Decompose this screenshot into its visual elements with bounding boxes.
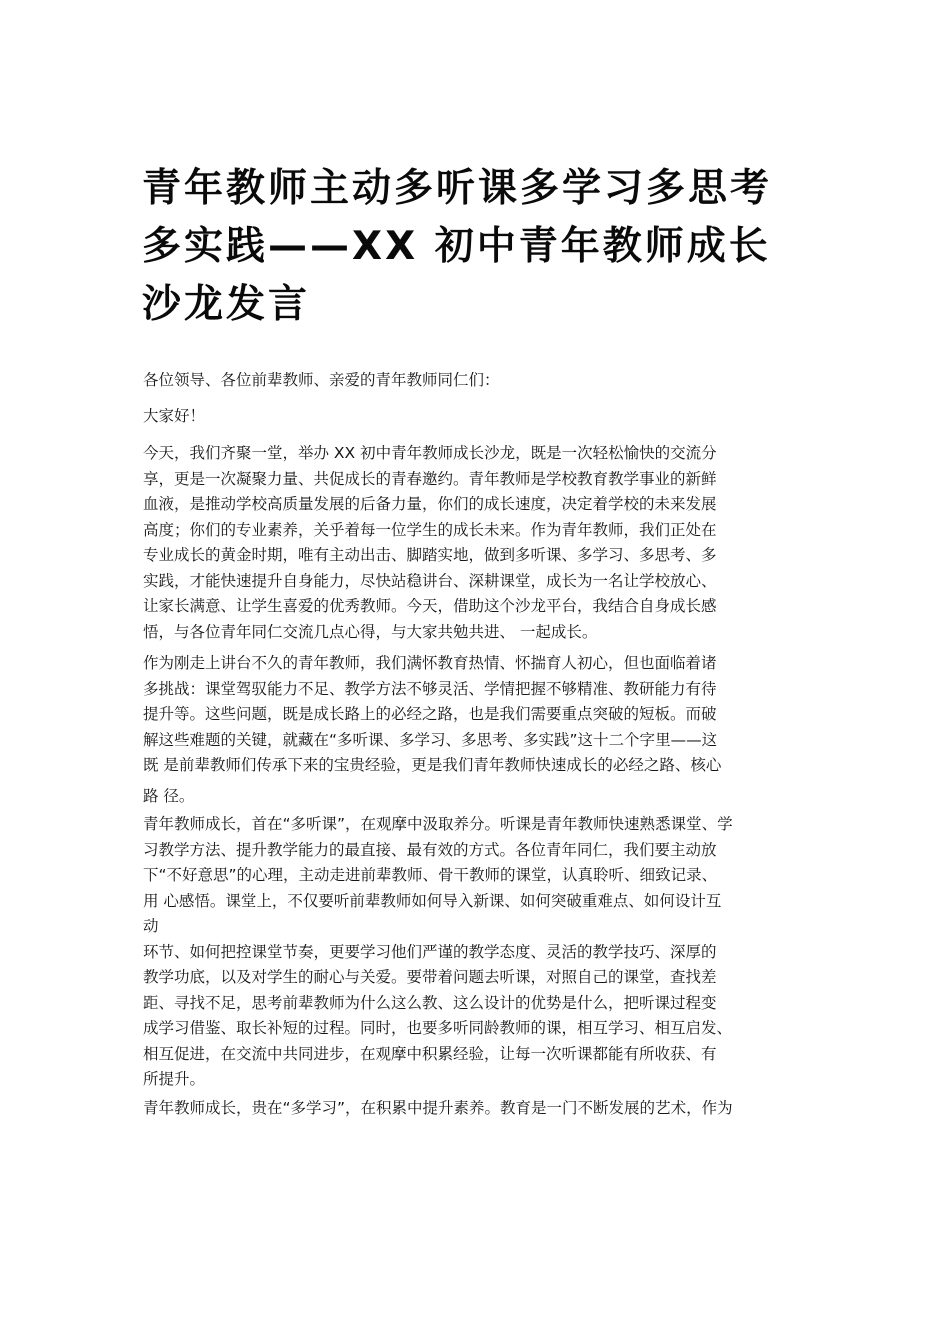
paragraph-line: 路 径。 (143, 786, 195, 805)
salutation (143, 368, 823, 394)
salutation-text: 各位领导、各位前辈教师、亲爱的青年教师同仁们： (143, 371, 500, 389)
paragraph-line: 血液，是推动学校高质量发展的后备力量，你们的成长速度，决定着学校的未来发展 (143, 495, 717, 513)
paragraph-line: 享，更是一次凝聚力量、共促成长的青春邀约。青年教师是学校教育教学事业的新鲜 (143, 469, 717, 488)
paragraph-line: 青年教师成长，首在“多听课”，在观摩中汲取养分。听课是青年教师快速熟悉课堂、学 (143, 815, 733, 833)
paragraph-line: 成学习借鉴、取长补短的过程。同时，也要多听同龄教师的课，相互学习、相互启发、 (143, 1019, 733, 1037)
paragraph-line: 作为刚走上讲台不久的青年教师，我们满怀教育热情、怀揣育人初心，但也面临着诸 (143, 654, 717, 672)
paragraph-line: 距、寻找不足，思考前辈教师为什么这么教、这么设计的优势是什么，把听课过程变 (143, 993, 717, 1012)
paragraph-line: 让家长满意、让学生喜爱的优秀教师。今天，借助这个沙龙平台，我结合自身成长感 (143, 597, 717, 615)
document-title (142, 160, 842, 334)
greeting (143, 404, 823, 430)
paragraph-line: 多挑战：课堂驾驭能力不足、教学方法不够灵活、学情把握不够精准、教研能力有待 (143, 679, 717, 698)
paragraph-line: 下“不好意思”的心理，主动走进前辈教师、骨干教师的课堂，认真聆听、细致记录、 (143, 866, 718, 884)
paragraph-opening (143, 441, 823, 645)
paragraph-line: 动 (143, 917, 159, 935)
paragraph-learn-more (143, 1096, 823, 1122)
paragraph-line: 习教学方法、提升教学能力的最直接、最有效的方式。各位青年同仁，我们要主动放 (143, 840, 717, 859)
paragraph-challenges (143, 651, 823, 813)
paragraph-line: 青年教师成长，贵在“多学习”，在积累中提升素养。教育是一门不断发展的艺术，作为 (143, 1099, 733, 1117)
title-line: 沙龙发言 (142, 282, 311, 327)
paragraph-line: 所提升。 (143, 1070, 206, 1088)
paragraph-line: 实践，才能快速提升自身能力，尽快站稳讲台、深耕课堂，成长为一名让学校放心、 (143, 571, 717, 590)
paragraph-listen-more (143, 812, 823, 1093)
paragraph-line: 既 是前辈教师们传承下来的宝贵经验，更是我们青年教师快速成长的必经之路、核心 (143, 756, 722, 774)
paragraph-line: 教学功底，以及对学生的耐心与关爱。要带着问题去听课，对照自己的课堂，查找差 (143, 968, 717, 986)
title-line: 青年教师主动多听课多学习多思考 (142, 166, 773, 211)
paragraph-line: 提升等。这些问题，既是成长路上的必经之路，也是我们需要重点突破的短板。而破 (143, 705, 717, 723)
title-line: 多实践——XX 初中青年教师成长 (142, 224, 771, 269)
paragraph-line: 高度；你们的专业素养，关乎着每一位学生的成长未来。作为青年教师，我们正处在 (143, 520, 717, 539)
paragraph-line: 相互促进，在交流中共同进步，在观摩中积累经验，让每一次听课都能有所收获、有 (143, 1044, 717, 1063)
paragraph-line: 悟，与各位青年同仁交流几点心得，与大家共勉共进、 一起成长。 (143, 622, 598, 641)
paragraph-line: 环节、如何把控课堂节奏，更要学习他们严谨的教学态度、灵活的教学技巧、深厚的 (143, 942, 717, 961)
paragraph-line: 专业成长的黄金时期，唯有主动出击、脚踏实地，做到多听课、多学习、多思考、多 (143, 546, 717, 564)
paragraph-line: 解这些难题的关键，就藏在“多听课、多学习、多思考、多实践”这十二个字里——这 (143, 730, 718, 749)
paragraph-line: 用 心感悟。课堂上，不仅要听前辈教师如何导入新课、如何突破重难点、如何设计互 (143, 891, 722, 910)
greeting-text: 大家好！ (143, 407, 206, 425)
paragraph-line: 今天，我们齐聚一堂，举办 XX 初中青年教师成长沙龙，既是一次轻松愉快的交流分 (143, 444, 717, 462)
